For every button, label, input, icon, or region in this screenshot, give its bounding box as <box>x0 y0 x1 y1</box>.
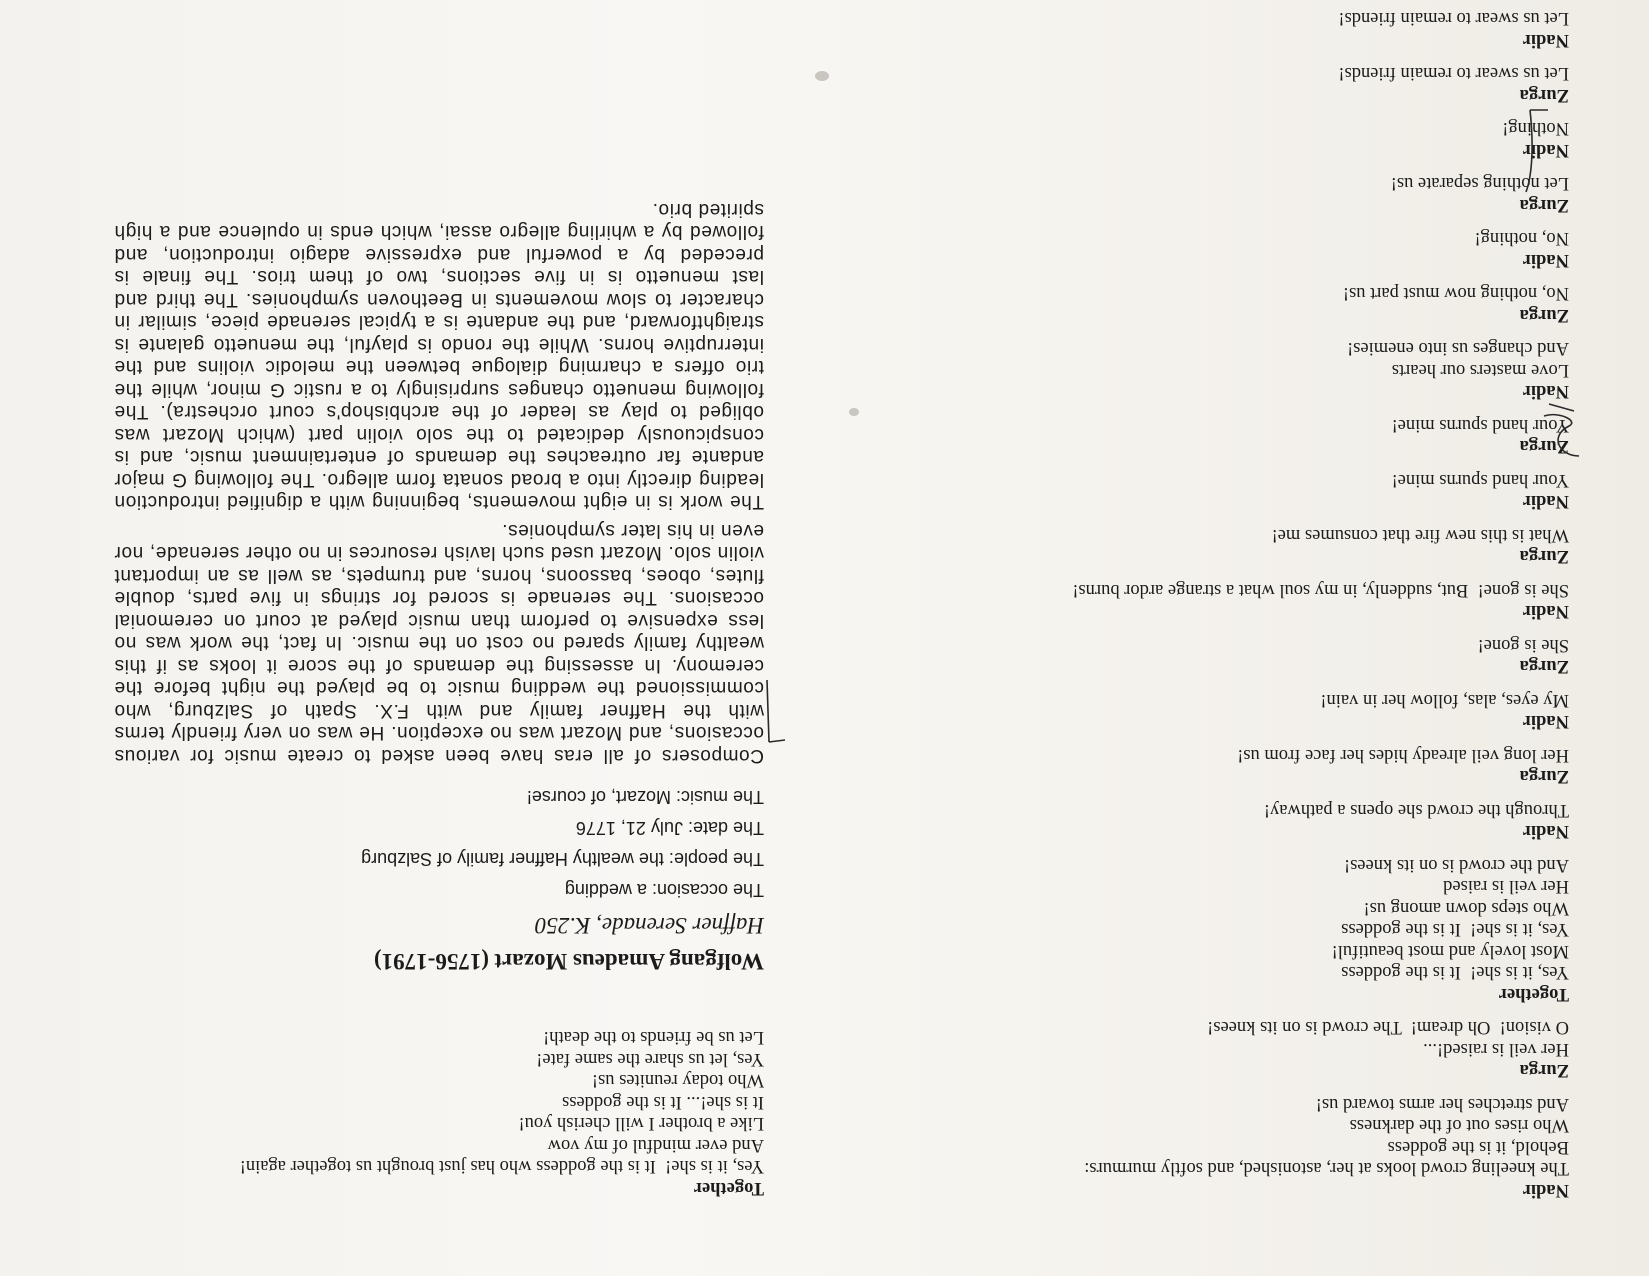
together-final-lines <box>84 1026 764 1177</box>
dialogue-block <box>919 799 1569 842</box>
info-occasion: The occasion: a wedding <box>564 880 764 900</box>
dialogue-line: O vision! Oh dream! The crowd is on its knees! <box>1207 1017 1569 1038</box>
pencil-bracket-mark-2 <box>749 676 789 746</box>
dialogue-line: Let us be friends to the death! <box>543 1027 764 1048</box>
dialogue-line: She is gone! <box>1477 635 1569 655</box>
dialogue-block <box>919 579 1569 622</box>
dialogue-block <box>919 1016 1569 1081</box>
dialogue-line: Yes, it is she! It is the goddess who has just brought us together again! <box>239 1156 764 1177</box>
info-music: The music: Mozart, of course! <box>526 787 764 807</box>
info-people: The people: the wealthy Haffner family of Salzburg <box>361 849 764 869</box>
dialogue-line: Like a brother I will cherish you! <box>518 1113 764 1134</box>
libretto-column <box>919 0 1569 1206</box>
dialogue-line: She is gone! But, suddenly, in my soul what a strange ardor burns! <box>1072 580 1569 600</box>
dialogue-block <box>919 337 1569 402</box>
dialogue-line: Let us swear to remain friends! <box>1338 63 1569 84</box>
dialogue-line: Yes, it is she! It is the goddess <box>1341 962 1569 983</box>
dialogue-line: Your hand spurns mine! <box>1391 415 1569 435</box>
speaker-label: Nadir <box>1522 601 1569 622</box>
dialogue-line: No, nothing now must part us! <box>1342 283 1569 304</box>
dialogue-line: Who rises out of the darkness <box>1349 1115 1569 1136</box>
speaker-label: Zurga <box>1519 1060 1569 1081</box>
speaker-label: Zurga <box>1519 305 1569 325</box>
speaker-label: Nadir <box>1522 821 1569 842</box>
speaker-label: Nadir <box>1522 1180 1569 1200</box>
dialogue-line: Who steps down among us! <box>1363 898 1569 918</box>
dialogue-line: Behold, it is the goddess <box>1387 1137 1569 1157</box>
info-date: The date: July 21, 1776 <box>575 818 764 838</box>
dialogue-block <box>919 117 1569 160</box>
composer-dates: (1756-1791) <box>374 949 489 974</box>
dialogue-block <box>919 689 1569 732</box>
dialogue-block <box>919 414 1569 457</box>
dialogue-block <box>919 1093 1569 1201</box>
body-paragraph-2: The work is in eight movements, beginning with a dignified introduction leading directly into a broad sonata form allegro. The following G major andante far outreaches the demands of entertainment music, and is conspicuously dedicated to the solo violin part (which Mozart was obliged to play as leader of the archbishop's court orchestra). The following menuetto changes surprisingly to a rustic G minor, while the trio offers a charming dialogue between the melodic violins and the interruptive horns. While the rondo is playful, the menuetto galante is straightforward, and the andante is a typical serenade piece, similar in character to slow movements in Beethoven symphonies. The third and last menuetto is in five sections, two of them trios. The finale is preceded by a powerful and expressive adagio introduction, and followed by a whirling allegro assai, which ends in opulence and a high spirited brio. <box>114 199 764 513</box>
dialogue-line: Her long veil already hides her face from us! <box>1237 745 1569 765</box>
dialogue-line: Yes, it is she! It is the goddess <box>1341 919 1569 940</box>
dialogue-block <box>919 282 1569 325</box>
dialogue-block <box>919 634 1569 677</box>
pencil-handwritten-note <box>1529 396 1589 466</box>
together-final-block <box>84 1026 764 1198</box>
dialogue-line: Her veil is raised!... <box>1423 1039 1569 1059</box>
speaker-label: Zurga <box>1519 546 1569 567</box>
dialogue-line: Her veil is raised <box>1443 876 1569 897</box>
dialogue-line: Your hand spurns mine! <box>1391 470 1569 490</box>
dialogue-line: No, nothing! <box>1474 228 1569 249</box>
speaker-label: Zurga <box>1519 766 1569 787</box>
scan-speck <box>849 408 859 416</box>
body-paragraph-1: Composers of all eras have been asked to create music for various occasions, and Mozart was no exception. He was on very friendly terms with the Haffner family and with F.X. Spath of Salzburg, who commissioned the wedding music to be played the night before the ceremony. In assessing the demands of the score it looks as if this wealthy family spared no cost on the music. In fact, the work was no less expensive to perform than music played at court on ceremonial occasions. The serenade is scored for strings in five parts, double flutes, oboes, bassoons, horns, and trumpets, as well as an important violin solo. Mozart used such lavish resources in no other serenade, nor even in his later symphonies. <box>114 520 764 766</box>
dialogue-line: Let nothing separate us! <box>1390 173 1569 194</box>
dialogue-line: And changes us into enemies! <box>1347 338 1569 359</box>
dialogue-line: Who today reunites us! <box>591 1070 764 1091</box>
work-title: Haffner Serenade, K.250 <box>534 913 764 938</box>
speaker-label: Nadir <box>1522 381 1569 402</box>
speaker-label: Nadir <box>1522 711 1569 732</box>
composer-name: Wolfgang Amadeus Mozart <box>494 949 764 974</box>
dialogue-line: Most lovely and most beautiful! <box>1331 941 1569 961</box>
dialogue-line: Through the crowd she opens a pathway! <box>1263 800 1569 820</box>
dialogue-line: The kneeling crowd looks at her, astonished, and softly murmurs: <box>1084 1158 1569 1179</box>
dialogue-line: What is this new fire that consumes me! <box>1271 525 1569 545</box>
dialogue-block <box>919 524 1569 567</box>
speaker-label: Nadir <box>1522 250 1569 270</box>
speaker-label: Zurga <box>1519 85 1569 105</box>
dialogue-line: Yes, let us share the same fate! <box>536 1049 764 1069</box>
dialogue-block <box>919 7 1569 50</box>
dialogue-block <box>919 172 1569 215</box>
speaker-label: Nadir <box>1522 30 1569 50</box>
speaker-label: Zurga <box>1519 195 1569 215</box>
speaker-label: Nadir <box>1522 140 1569 160</box>
speaker-label: Zurga <box>1519 436 1569 457</box>
dialogue-line: Nothing! <box>1502 118 1569 139</box>
scan-speck <box>815 71 829 81</box>
dialogue-block <box>919 227 1569 270</box>
dialogue-line: And the crowd is on its knees! <box>1343 855 1569 875</box>
dialogue-line: Let us swear to remain friends! <box>1338 8 1569 29</box>
dialogue-block <box>919 744 1569 787</box>
speaker-label: Zurga <box>1519 656 1569 677</box>
speaker-label: Together <box>1498 984 1569 1004</box>
dialogue-line: And ever mindful of my vow <box>547 1135 764 1155</box>
dialogue-block <box>919 854 1569 1005</box>
speaker-label: Together <box>693 1178 764 1198</box>
program-notes-column <box>84 198 764 1205</box>
dialogue-block <box>919 469 1569 512</box>
composer-heading <box>374 948 764 974</box>
pencil-bracket-mark <box>1514 106 1554 196</box>
dialogue-line: My eyes, alas, follow her in vain! <box>1320 690 1569 710</box>
dialogue-line: It is she!... It is the goddess <box>562 1092 764 1112</box>
dialogue-line: Love masters our hearts <box>1391 360 1569 380</box>
dialogue-line: And stretches her arms toward us! <box>1315 1094 1569 1114</box>
speaker-label: Nadir <box>1522 491 1569 512</box>
dialogue-block <box>919 62 1569 105</box>
